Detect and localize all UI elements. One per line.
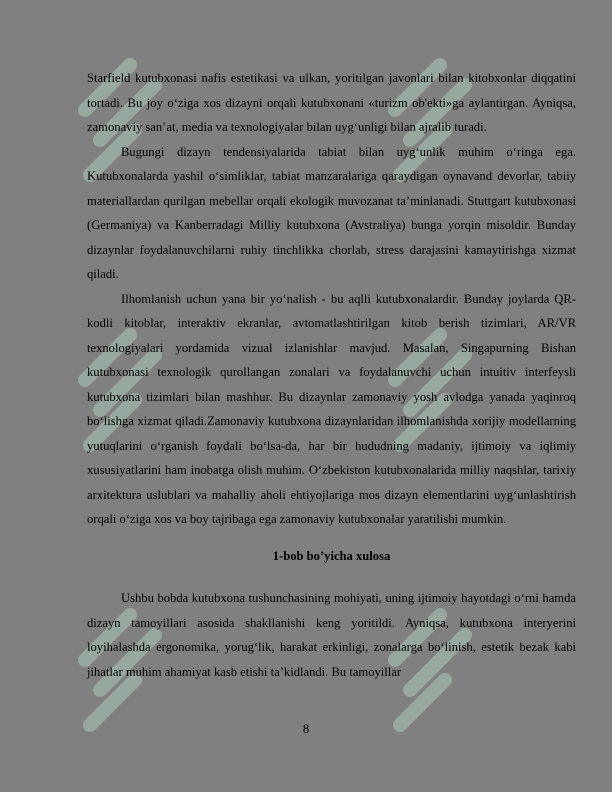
section-heading: 1-bob bo’yicha xulosa [272, 548, 391, 563]
document-body [87, 66, 576, 684]
paragraph-3: Ilhomlanish uchun yana bir yo‘nalish - bu aqlli kutubxonalardir. Bunday joylarda QR-kodli kitoblar, interaktiv ekranlar, avtomatlashtirilgan kitob berish tizimlari, AR/VR texnologiyalari yordamida vizual izlanishlar mavjud. Masalan, Singapurning Bishan kutubxonasi texnologik qurollangan zonalari va foydalanuvchi uchun intuitiv interfeysli kutubxona tizimlari bilan mashhur. Bu dizaynlar zamonaviy yosh avlodga yanada yaqinroq bo‘lishga xizmat qiladi.Zamonaviy kutubxona dizaynlaridan ilhomlanishda xorijiy modellarning yutuqlarini o‘rganish foydali bo‘lsa-da, har bir hududning madaniy, ijtimoiy va iqlimiy xususiyatlarini ham inobatga olish muhim. O‘zbekiston kutubxonalarida milliy naqshlar, tarixiy arxitektura uslublari va mahalliy aholi ehtiyojlariga mos dizayn elementlarini uyg‘unlashtirish orqali o‘ziga xos va boy tajribaga ega zamonaviy kutubxonalar yaratilishi mumkin. [87, 291, 576, 526]
paragraph-2: Bugungi dizayn tendensiyalarida tabiat bilan uyg‘unlik muhim o‘ringa ega. Kutubxonalarda yashil o‘simliklar, tabiat manzaralariga qaraydigan oynavand devorlar, tabiiy materiallardan qurilgan mebellar orqali ekologik muvozanat ta’minlanadi. Stuttgart kutubxonasi (Germaniya) va Kanberradagi Milliy kutubxona (Avstraliya) bunga yorqin misoldir. Bunday dizaynlar foydalanuvchilarni ruhiy tinchlikka chorlab, stress darajasini kamaytirishga xizmat qiladi. [87, 144, 576, 281]
paragraph-1: Starfield kutubxonasi nafis estetikasi va ulkan, yoritilgan javonlari bilan kitobxonlar diqqatini tortadi. Bu joy o‘ziga xos dizayni orqali kutubxonani «turizm ob'ekti»ga aylantirgan. Ayniqsa, zamonaviy san’at, media va texnologiyalar bilan uyg‘unligi bilan ajralib turadi. [87, 71, 576, 134]
page-number: 8 [302, 722, 310, 736]
closing-paragraph: Ushbu bobda kutubxona tushunchasining mohiyati, uning ijtimoiy hayotdagi o‘rni hamda dizayn tamoyillari asosida shakllanishi keng yoritildi. Ayniqsa, kutubxona interyerini loyihalashda ergonomika, yorug‘lik, harakat erkinligi, zonalarga bo‘linish, estetik bezak kabi jihatlar muhim ahamiyat kasb etishi ta’kidlandi. Bu tamoyillar [87, 591, 576, 679]
